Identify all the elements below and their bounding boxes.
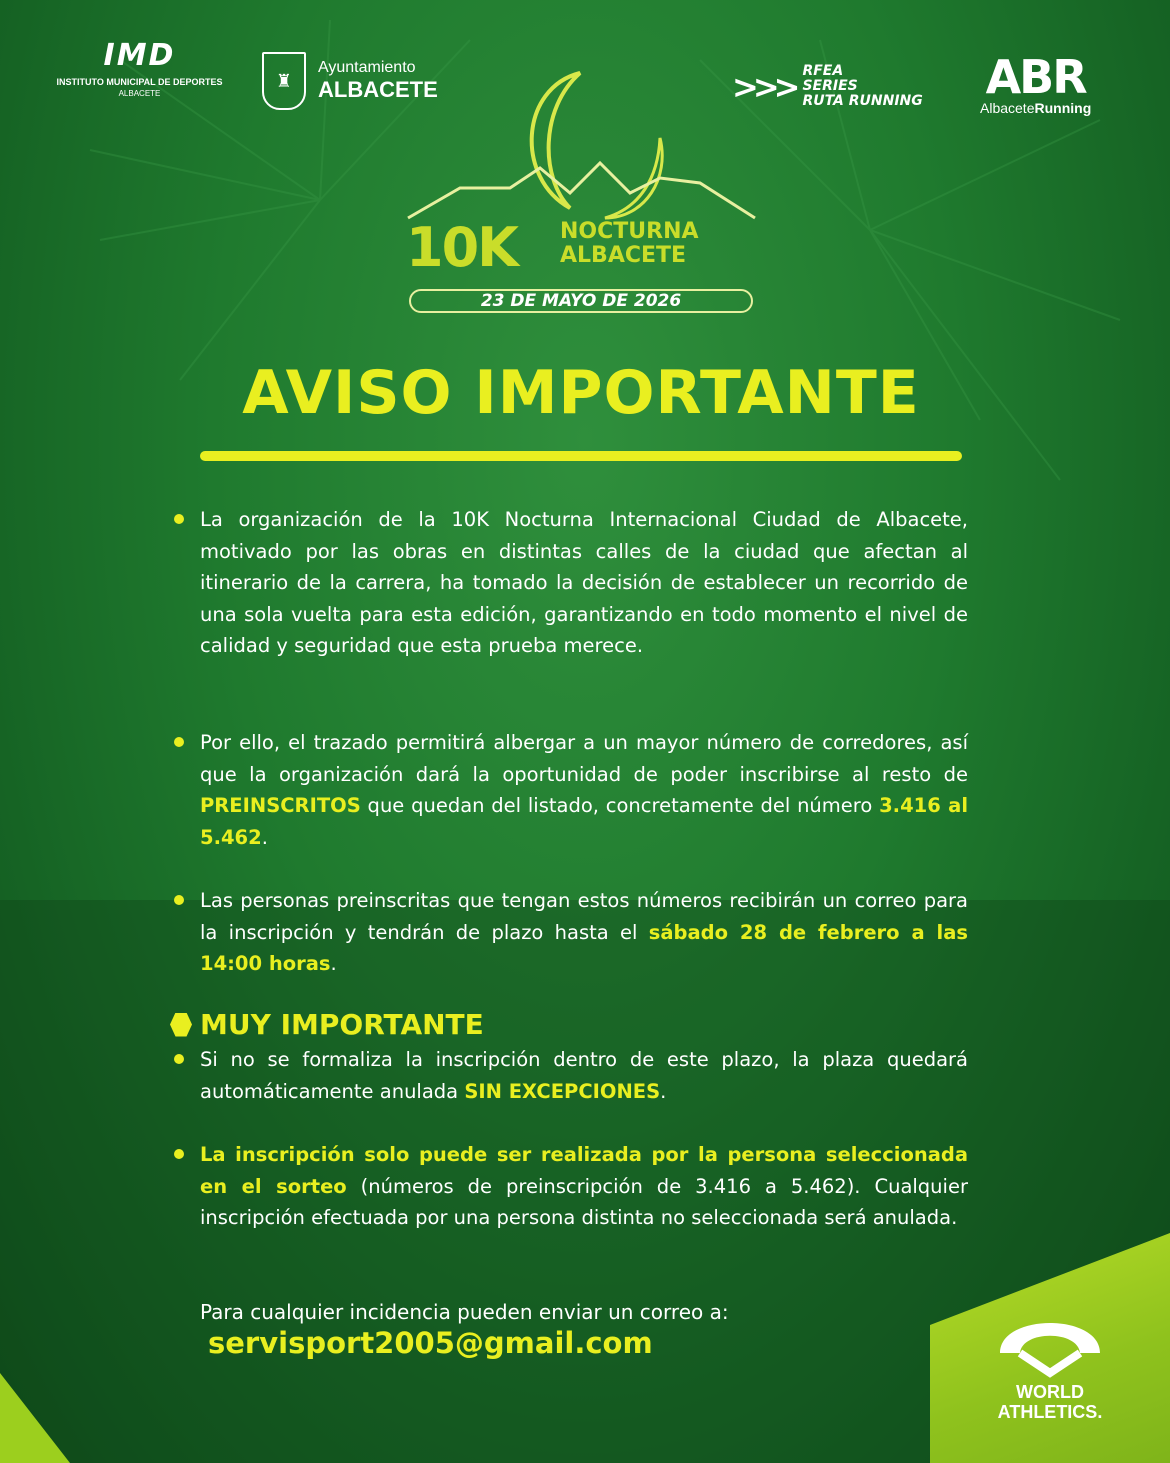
hexagon-icon (170, 1013, 192, 1037)
bullet-icon (174, 737, 184, 747)
event-logo (400, 68, 762, 318)
bullet-icon (174, 1054, 184, 1064)
paragraph-2-text-e: . (261, 825, 268, 849)
imd-logo-mark: IMD (103, 38, 176, 73)
paragraph-4-text-a: Si no se formaliza la inscripción dentro de este plazo, la plaza quedará automáticamente anulada (200, 1048, 968, 1103)
chevron-icon: >>> (732, 67, 795, 106)
paragraph-2 (200, 727, 968, 853)
rfea-line3: RUTA RUNNING (802, 93, 923, 109)
muy-importante-heading (170, 1008, 484, 1041)
paragraph-5-text-b: (números de preinscripción de 3.416 a 5.462). Cualquier inscripción efectuada por una persona distinta no seleccionada será anulada. (200, 1174, 968, 1229)
ayuntamiento-line1: Ayuntamiento (318, 59, 416, 76)
paragraph-1 (200, 504, 968, 662)
world-athletics-line2: ATHLETICS. (997, 1402, 1103, 1422)
abr-logo-sub (980, 100, 1091, 116)
page-title: AVISO IMPORTANTE (242, 358, 920, 428)
rfea-line1: RFEA (802, 63, 844, 79)
moon-skyline-icon (400, 68, 762, 318)
event-name (560, 220, 699, 268)
paragraph-1-text: La organización de la 10K Nocturna Internacional Ciudad de Albacete, motivado por las obras en distintas calles de la ciudad que afectan al itinerario de la carrera, ha tomado la decisión de establecer un recorrido de una sola vuelta para esta edición, garantizando en todo momento el nivel de calidad y seguridad que esta prueba merece. (200, 508, 968, 657)
paragraph-5 (200, 1139, 968, 1234)
paragraph-3-text-a: Las personas preinscritas que tengan estos números recibirán un correo para la inscripción y tendrán de plazo hasta el (200, 889, 968, 944)
imd-logo-line2: ALBACETE (118, 89, 161, 98)
preinscritos-highlight: PREINSCRITOS (200, 794, 361, 817)
world-athletics-globe-icon (990, 1298, 1110, 1378)
world-athletics-line1: WORLD (1016, 1382, 1084, 1402)
bullet-icon (174, 895, 184, 905)
paragraph-3-text-c: . (330, 952, 337, 975)
world-athletics-logo (985, 1298, 1115, 1422)
abr-sub-light: Albacete (980, 100, 1035, 116)
event-date: 23 DE MAYO DE 2026 (480, 291, 682, 311)
ayuntamiento-line2: ALBACETE (318, 77, 438, 102)
coat-of-arms-icon: ♜ (262, 52, 306, 110)
bullet-icon (174, 1149, 184, 1159)
paragraph-2-text-a: Por ello, el trazado permitirá albergar a un mayor número de corredores, así que la organización dará la oportunidad de poder inscribirse al resto de (200, 731, 968, 786)
bullet-icon (174, 514, 184, 524)
abr-logo (980, 50, 1091, 116)
muy-importante-text: MUY IMPORTANTE (200, 1008, 484, 1041)
event-name-line1: NOCTURNA (560, 219, 699, 244)
abr-logo-mark: ABR (985, 50, 1086, 104)
sin-excepciones-highlight: SIN EXCEPCIONES (464, 1079, 661, 1103)
paragraph-3 (200, 885, 968, 980)
rfea-line2: SERIES (802, 78, 858, 94)
title-underline (200, 451, 962, 461)
deadline-highlight: sábado 28 de febrero a las 14:00 horas (200, 920, 968, 975)
paragraph-2-text-c: que quedan del listado, concretamente del número (360, 794, 880, 817)
contact-email[interactable]: servisport2005@gmail.com (208, 1326, 653, 1360)
contact-text: Para cualquier incidencia pueden enviar un correo a: (200, 1300, 729, 1324)
abr-sub-bold: Running (1034, 100, 1092, 116)
event-10k: 10K (406, 216, 517, 279)
number-range-highlight: 3.416 al 5.462 (200, 794, 969, 849)
event-name-line2: ALBACETE (560, 243, 687, 268)
corner-accent-left (0, 1373, 70, 1463)
sorteo-highlight: La inscripción solo puede ser realizada por la persona seleccionada en el sorteo (200, 1143, 968, 1198)
paragraph-4-text-c: . (660, 1079, 667, 1103)
paragraph-4 (200, 1044, 968, 1107)
imd-logo (52, 38, 227, 98)
imd-logo-line1: INSTITUTO MUNICIPAL DE DEPORTES (56, 77, 223, 87)
